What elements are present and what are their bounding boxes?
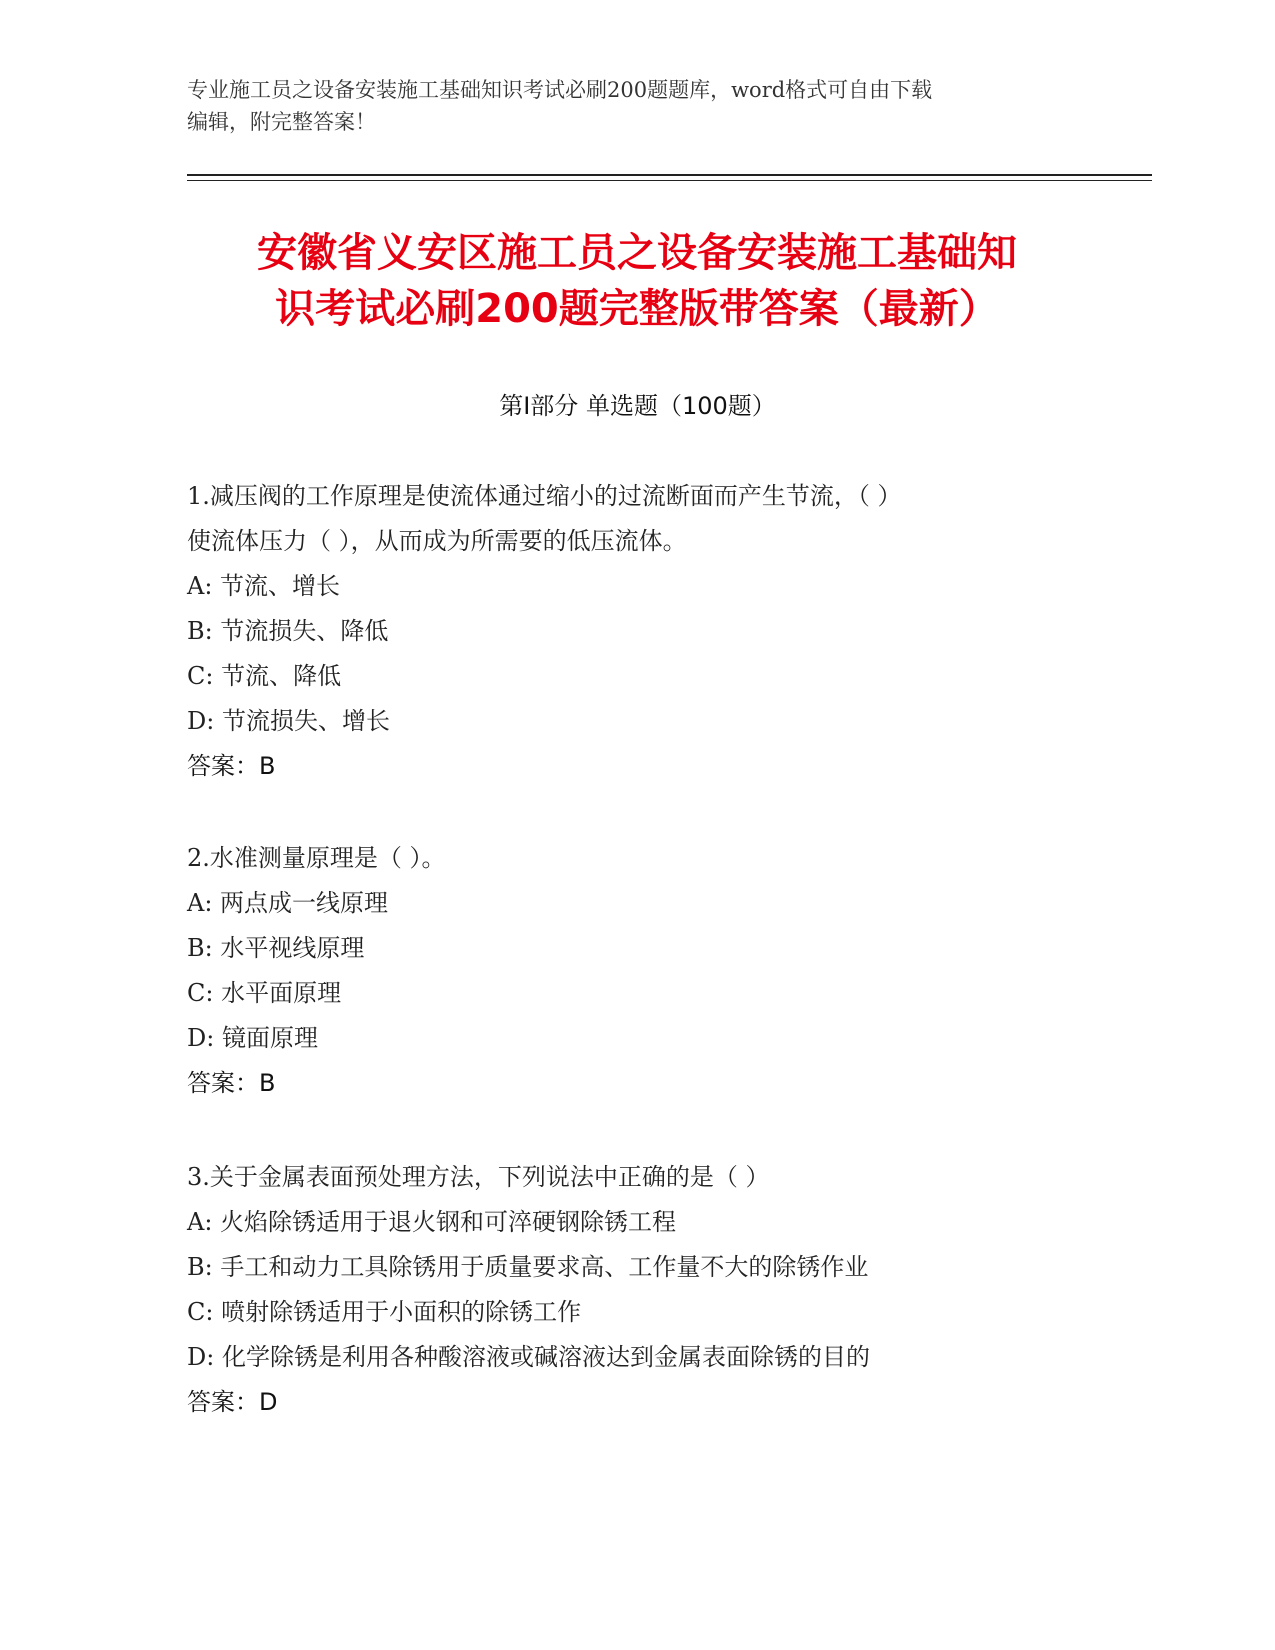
header-divider-thin [187,180,1152,181]
document-title-line2: 识考试必刷200题完整版带答案（最新） [275,286,999,332]
option-d: D: 镜面原理 [187,1024,318,1052]
answer: 答案：B [187,752,276,780]
option-d: D: 化学除锈是利用各种酸溶液或碱溶液达到金属表面除锈的目的 [187,1343,870,1371]
question-1 [187,474,1067,789]
option-a: A: 两点成一线原理 [187,889,389,917]
question-stem-continued: 使流体压力（ ），从而成为所需要的低压流体。 [187,527,687,555]
option-c: C: 节流、降低 [187,662,342,690]
option-c: C: 喷射除锈适用于小面积的除锈工作 [187,1298,582,1326]
header-note-line1: 专业施工员之设备安装施工基础知识考试必刷200题题库，word格式可自由下载 [187,78,933,102]
answer: 答案：B [187,1069,276,1097]
option-b: B: 手工和动力工具除锈用于质量要求高、工作量不大的除锈作业 [187,1253,869,1281]
option-c: C: 水平面原理 [187,979,342,1007]
question-stem: 1.减压阀的工作原理是使流体通过缩小的过流断面而产生节流，（ ） [187,482,902,510]
option-b: B: 水平视线原理 [187,934,365,962]
option-a: A: 火焰除锈适用于退火钢和可淬硬钢除锈工程 [187,1208,677,1236]
question-stem: 3.关于金属表面预处理方法，下列说法中正确的是（ ） [187,1163,770,1191]
section-heading: 第Ⅰ部分 单选题（100题） [499,392,776,420]
answer: 答案：D [187,1388,278,1416]
header-divider-thick [187,174,1152,176]
document-title-line1: 安徽省义安区施工员之设备安装施工基础知 [257,230,1017,276]
question-stem: 2.水准测量原理是（ ）。 [187,844,446,872]
question-2 [187,836,1067,1106]
option-b: B: 节流损失、降低 [187,617,389,645]
document-title [187,225,1087,337]
header-note-line2: 编辑，附完整答案！ [187,110,376,134]
question-3 [187,1155,1067,1425]
option-d: D: 节流损失、增长 [187,707,390,735]
option-a: A: 节流、增长 [187,572,341,600]
header-note [187,74,1077,138]
